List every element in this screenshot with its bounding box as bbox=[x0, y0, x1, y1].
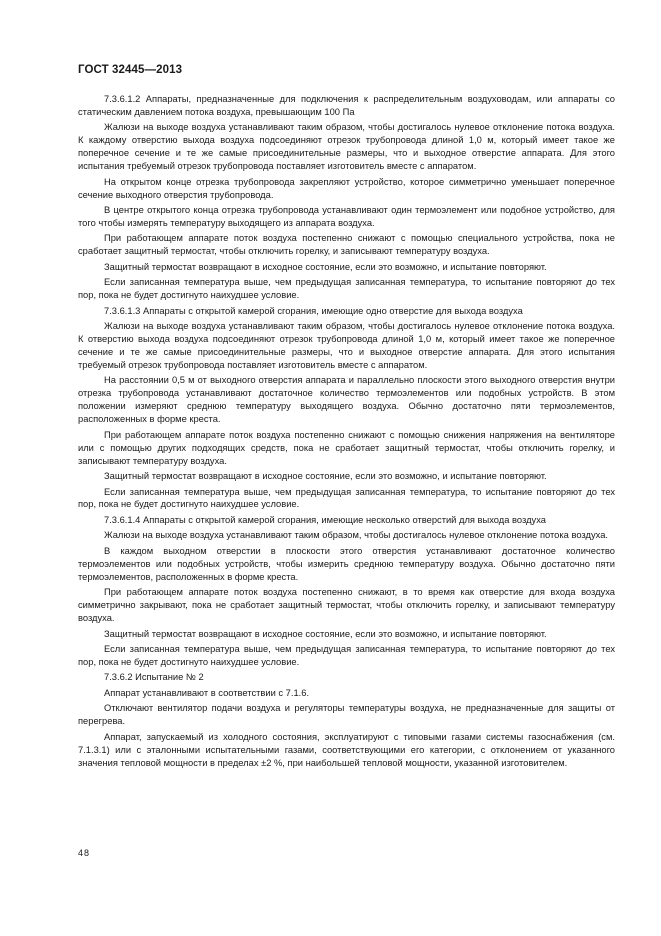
paragraph: Если записанная температура выше, чем предыдущая записанная температура, то испытание повторяют до тех пор, пока не будет достигнуто наихудшее условие. bbox=[78, 644, 615, 667]
paragraph: Жалюзи на выходе воздуха устанавливают таким образом, чтобы достигалось нулевое отклонение потока воздуха. bbox=[104, 530, 608, 541]
paragraph: 7.3.6.1.4 Аппараты с открытой камерой сгорания, имеющие несколько отверстий для выхода воздуха bbox=[104, 514, 546, 525]
paragraph: Защитный термостат возвращают в исходное состояние, если это возможно, и испытание повторяют. bbox=[104, 628, 547, 639]
paragraph: При работающем аппарате поток воздуха постепенно снижают, в то время как отверстие для входа воздуха симметрично закрывают, пока не сработает защитный термостат, чтобы отключить горелку, и записывают температуру воздуха. bbox=[78, 587, 615, 624]
paragraph: Если записанная температура выше, чем предыдущая записанная температура, то испытание повторяют до тех пор, пока не будет достигнуто наихудшее условие. bbox=[78, 277, 615, 301]
paragraph: В центре открытого конца отрезка трубопровода устанавливают один термоэлемент или подобное устройство, для того чтобы измерять температуру выходящего из аппарата воздуха. bbox=[78, 205, 615, 228]
paragraph: 7.3.6.2 Испытание № 2 bbox=[104, 672, 204, 683]
paragraph: Жалюзи на выходе воздуха устанавливают таким образом, чтобы достигалось нулевое отклонение потока воздуха. К каждому отверстию выхода воздуха подсоединяют отрезок трубопровода длиной 1,0 м, который имеет такое же поперечное сечение и те же самые присоединительные размеры, что и выходное отверстие аппарата. Для этого испытания требуемый отрезок трубопровода поставляет изготовитель вместе с аппаратом. bbox=[78, 122, 615, 172]
document-header: ГОСТ 32445—2013 bbox=[78, 64, 183, 76]
paragraph: Аппарат, запускаемый из холодного состояния, эксплуатируют с типовыми газами системы газоснабжения (см. 7.1.3.1) или с эталонными испытательными газами, соответствующими его категории, с отклонением от указанного значения тепловой мощности в пределах ±2 %, при наибольшей тепловой мощности, указанной изготовителем. bbox=[78, 731, 615, 768]
paragraph: При работающем аппарате поток воздуха постепенно снижают с помощью специального устройства, пока не сработает защитный термостат, чтобы отключить горелку, и записывают температуру воздуха. bbox=[78, 233, 615, 257]
paragraph: Защитный термостат возвращают в исходное состояние, если это возможно, и испытание повторяют. bbox=[104, 471, 547, 481]
paragraph: Жалюзи на выходе воздуха устанавливают таким образом, чтобы достигалось нулевое отклонение потока воздуха. К отверстию выхода воздуха подсоединяют отрезок трубопровода длиной 1,0 м, который имеет такое же поперечное сечение и те же самые присоединительные размеры, что и выходное отверстие аппарата. Для этого испытания требуемый отрезок трубопровода поставляет изготовитель вместе с аппаратом. bbox=[78, 321, 615, 370]
paragraph: Аппарат устанавливают в соответствии с 7.1.6. bbox=[104, 687, 310, 698]
document-body bbox=[78, 93, 615, 772]
paragraph: Отключают вентилятор подачи воздуха и регуляторы температуры воздуха, не предназначенные для защиты от перегрева. bbox=[78, 703, 615, 727]
page-number: 48 bbox=[78, 848, 91, 858]
paragraph: Если записанная температура выше, чем предыдущая записанная температура, то испытание повторяют до тех пор, пока не будет достигнуто наихудшее условие. bbox=[78, 486, 615, 510]
paragraph: На открытом конце отрезка трубопровода закрепляют устройство, которое симметрично уменьшает поперечное сечение выходного отверстия трубопровода. bbox=[78, 176, 615, 200]
paragraph: В каждом выходном отверстии в плоскости этого отверстия устанавливают достаточное количество термоэлементов или подобных устройств, чтобы измерить среднюю температуру воздуха. Обычно достаточно пяти термоэлементов, расположенных в форме креста. bbox=[78, 545, 615, 582]
paragraph: 7.3.6.1.3 Аппараты с открытой камерой сгорания, имеющие одно отверстие для выхода воздуха bbox=[104, 305, 523, 316]
paragraph: При работающем аппарате поток воздуха постепенно снижают с помощью снижения напряжения на вентиляторе или с помощью других подходящих средств, пока не сработает защитный термостат, чтобы отключить горелку, и записывают температуру воздуха. bbox=[78, 429, 615, 466]
paragraph: На расстоянии 0,5 м от выходного отверстия аппарата и параллельно плоскости этого выходного отверстия внутри отрезка трубопровода устанавливают достаточное количество термоэлементов или подобных устройств. В этом положении измеряют среднюю температуру выходящего воздуха. Обычно достаточно пяти термоэлементов, расположенных в форме креста. bbox=[78, 375, 615, 425]
paragraph: 7.3.6.1.2 Аппараты, предназначенные для подключения к распределительным воздуховодам, или аппараты со статическим давлением потока воздуха, превышающим 100 Па bbox=[78, 94, 615, 117]
paragraph: Защитный термостат возвращают в исходное состояние, если это возможно, и испытание повторяют. bbox=[104, 261, 547, 272]
